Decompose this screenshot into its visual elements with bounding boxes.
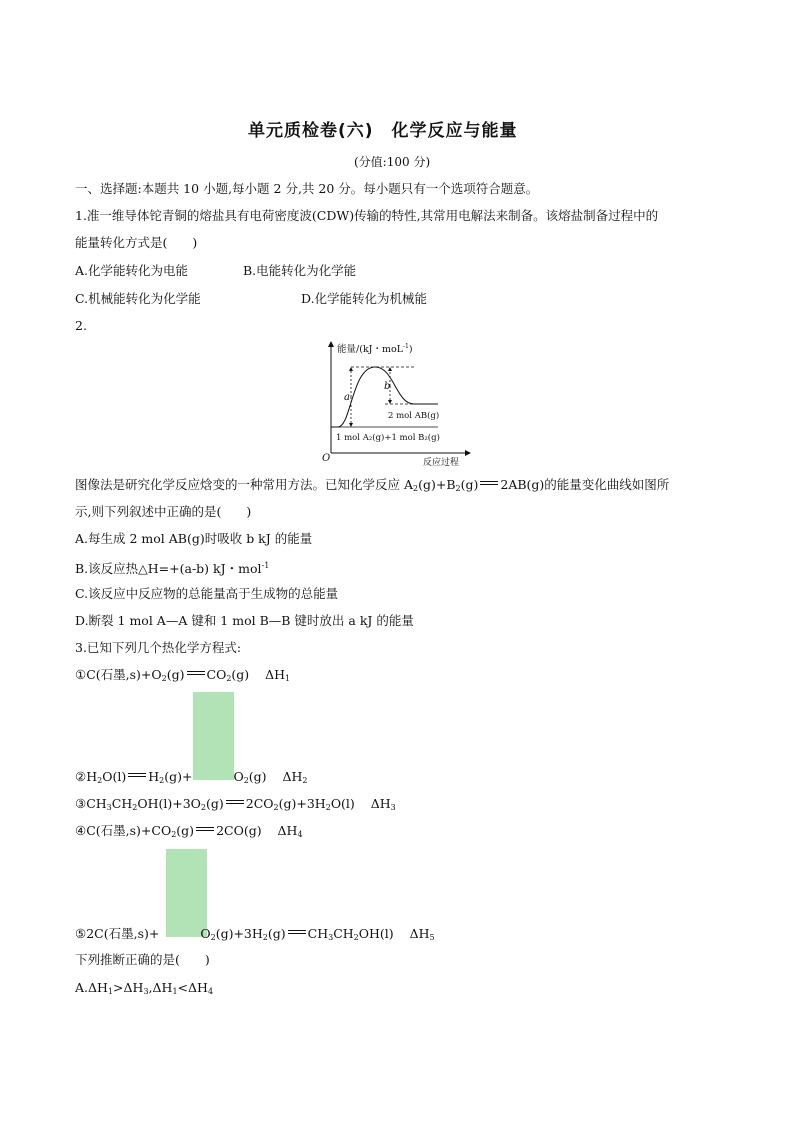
fraction-placeholder-1 <box>193 692 234 780</box>
y-axis-label: 能量/(kJ・moL$^{-1}$) <box>337 343 413 355</box>
q1-option-d: D.化学能转化为机械能 <box>301 291 428 306</box>
q3-ask: 下列推断正确的是( ) <box>75 952 210 967</box>
q2-number: 2. <box>75 318 87 333</box>
q2-option-d: D.断裂 1 mol A—A 键和 1 mol B—B 键时放出 a kJ 的能量 <box>75 613 414 628</box>
q2-stem-line1: 图像法是研究化学反应焓变的一种常用方法。已知化学反应 $A_2(g)+B_2(g)$ 2AB(g)的能量变化曲线如图所 <box>75 477 670 493</box>
origin-label: O <box>322 453 331 464</box>
q1-stem-line1: 1.准一维导体铊青铜的熔盐具有电荷密度波(CDW)传输的特性,其常用电解法来制备。该熔盐制备过程中的 <box>75 208 659 223</box>
x-axis-label: 反应过程 <box>423 458 460 468</box>
equation-4: ④C(石墨$,s)+CO_2(g)$ 2CO(g) $\Delta H_4$ <box>75 823 303 839</box>
reactant-label: 1 mol A₂(g)+1 mol B₂(g) <box>336 433 440 443</box>
fraction-placeholder-2 <box>166 849 207 937</box>
q2-stem-line2: 示,则下列叙述中正确的是( ) <box>75 504 252 519</box>
equation-2: $②H_2O(l)$ $H_2(g)+ O_2(g)$ $\Delta H_2$ <box>75 769 308 785</box>
q2-option-a: A.每生成 2 mol AB(g)时吸收 b kJ 的能量 <box>75 531 313 546</box>
equation-1: ①C(石墨$,s)+O_2(g)$ $CO_2(g)$ $\Delta H_1$ <box>75 667 291 683</box>
label-a: a <box>344 392 350 403</box>
equation-3: $③CH_3CH_2OH(l)+3O_2(g)$ $2CO_2(g)+3H_2O(l)$ $\Delta H_3$ <box>75 796 396 812</box>
q3-option-a: $A.\Delta H_1>\Delta H_3,\Delta H_1<\Delta H_4$ <box>75 980 214 996</box>
q1-option-a: A.化学能转化为电能 <box>75 263 189 278</box>
q1-option-b: B.电能转化为化学能 <box>243 263 357 278</box>
page-title: 单元质检卷(六) 化学反应与能量 <box>248 121 518 141</box>
q1-stem-line2: 能量转化方式是( ) <box>75 235 198 250</box>
equation-5: ⑤2C(石墨$,s)+ O_2(g)+3H_2(g)$ $CH_3CH_2OH(l)$ $\Delta H_5$ <box>75 926 435 942</box>
product-label: 2 mol AB(g) <box>388 411 440 421</box>
label-b: b <box>384 381 391 392</box>
equals-sign <box>478 479 500 488</box>
q1-option-c: C.机械能转化为化学能 <box>75 291 201 306</box>
energy-diagram <box>318 338 478 468</box>
score-note: (分值:100 分) <box>354 155 431 169</box>
q2-option-b: B.该反应热△H=+(a-b) kJ・mol$^{-1}$ <box>75 561 270 577</box>
q2-option-c: C.该反应中反应物的总能量高于生成物的总能量 <box>75 586 339 601</box>
q3-stem: 3.已知下列几个热化学方程式: <box>75 640 242 655</box>
section-heading: 一、选择题:本题共 10 小题,每小题 2 分,共 20 分。每小题只有一个选项符合题意。 <box>75 181 539 196</box>
